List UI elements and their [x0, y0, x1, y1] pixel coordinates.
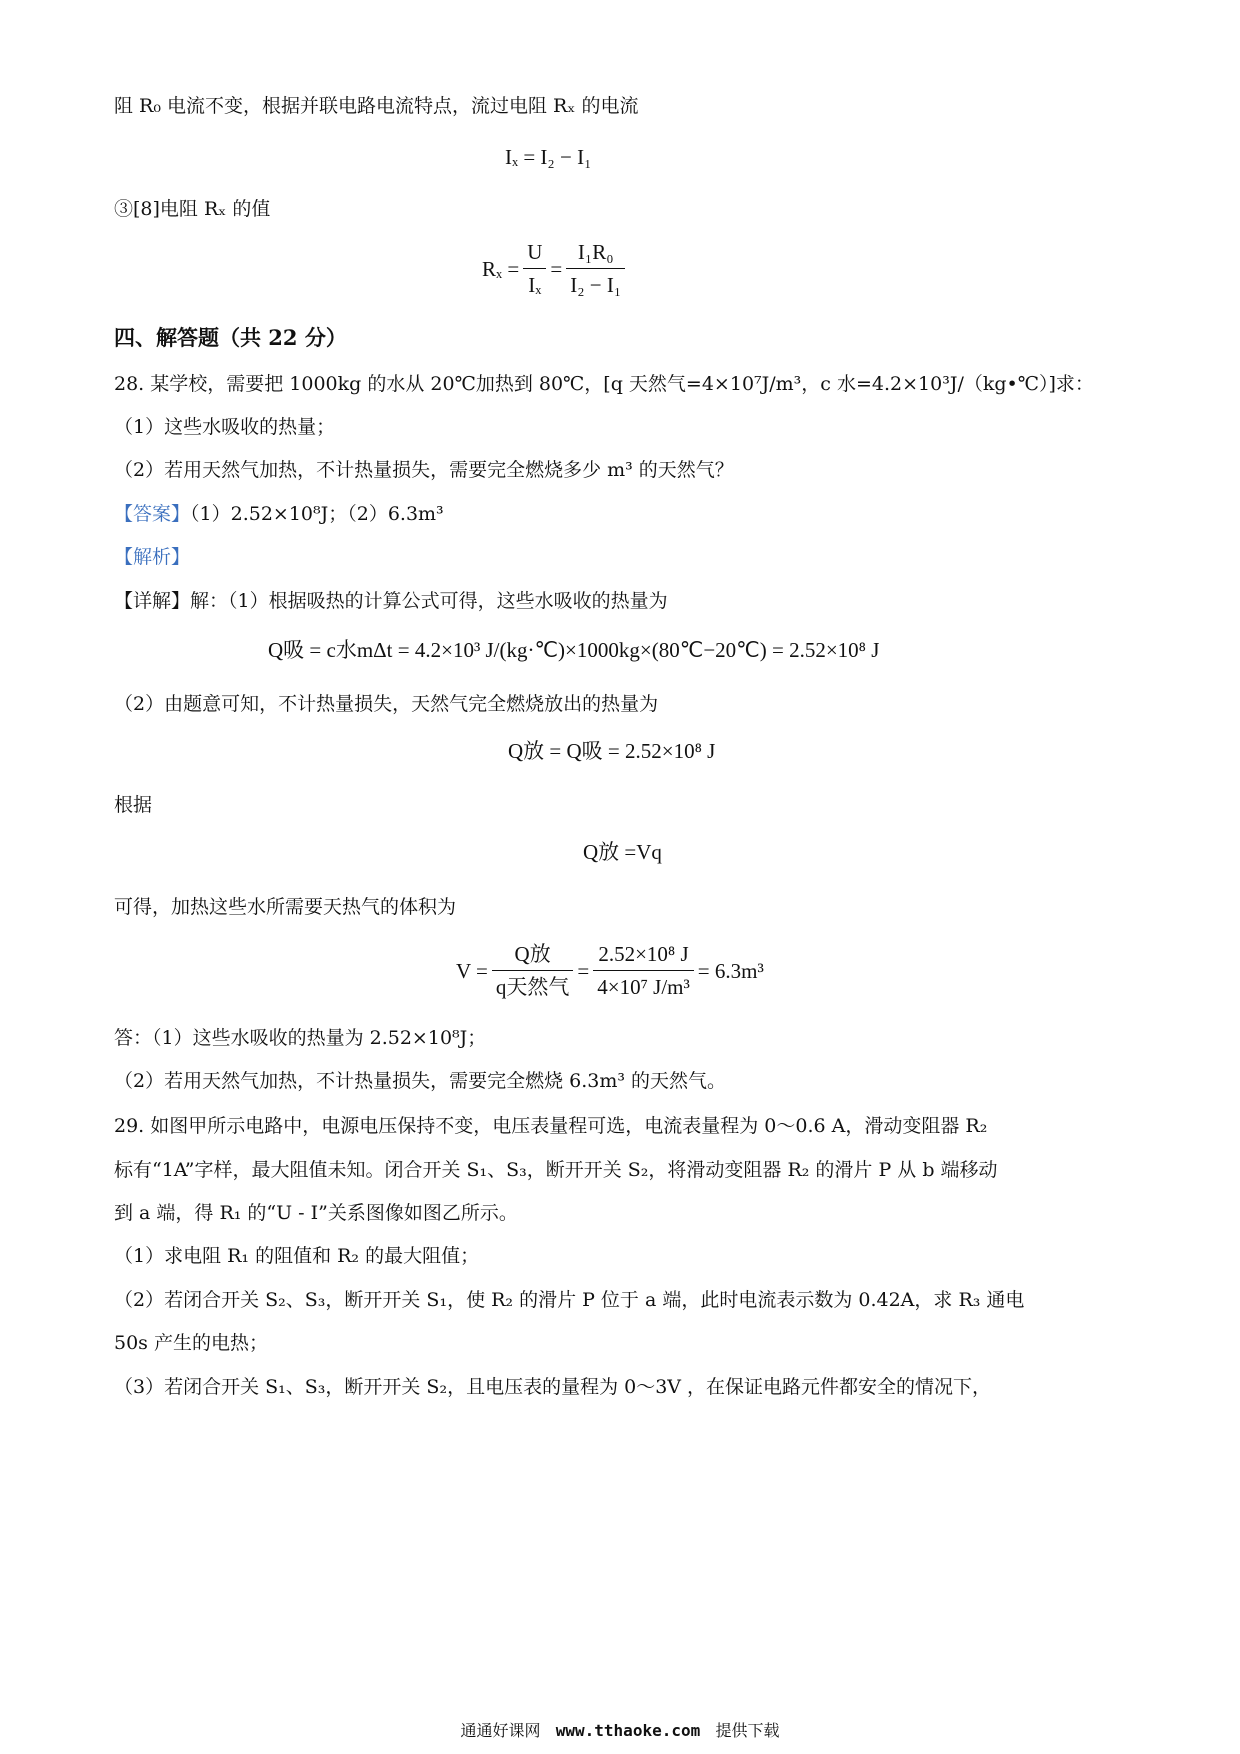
fraction: [492, 940, 574, 1001]
fraction: [523, 238, 546, 299]
fraction-numerator: I₁R₀: [566, 238, 625, 269]
detail-line: 【详解】解：（1）根据吸热的计算公式可得，这些水吸收的热量为: [114, 590, 668, 612]
eq-rhs: = 6.3m³: [697, 958, 764, 983]
eq-equals: =: [577, 958, 590, 983]
fraction-numerator: Q放: [492, 940, 574, 971]
eq-lhs: Rₓ =: [482, 256, 520, 281]
question-29-part-2-cont: 50s 产生的电热；: [114, 1332, 268, 1354]
question-29-line-3: 到 a 端，得 R₁ 的“U - I”关系图像如图乙所示。: [114, 1202, 518, 1224]
question-28-part-2: （2）若用天然气加热，不计热量损失，需要完全燃烧多少 m³ 的天然气？: [114, 459, 734, 481]
text-line: ③[8]电阻 Rₓ 的值: [114, 198, 271, 220]
text-line: 可得，加热这些水所需要天热气的体积为: [114, 896, 457, 918]
analysis-tag: 【解析】: [114, 546, 191, 568]
question-29-part-3: （3）若闭合开关 S₁、S₃，断开开关 S₂，且电压表的量程为 0～3V ，在保证电路元件都安全的情况下，: [114, 1376, 992, 1398]
footer-site-name: 通通好课网: [460, 1721, 541, 1740]
section-heading: 四、解答题（共 22 分）: [114, 325, 347, 350]
fraction-denominator: q天然气: [495, 975, 570, 999]
fraction: [593, 940, 694, 1001]
footer-link[interactable]: www.tthaoke.com: [555, 1721, 701, 1740]
question-29-part-2: （2）若闭合开关 S₂、S₃，断开开关 S₁，使 R₂ 的滑片 P 位于 a 端，此时电流表示数为 0.42A，求 R₃ 通电: [114, 1289, 1025, 1311]
question-28-part-1: （1）这些水吸收的热量；: [114, 416, 336, 438]
eq-equals: =: [550, 256, 563, 281]
equation-q-absorb: Q吸 = c水mΔt = 4.2×10³ J/(kg·℃)×1000kg×(80℃−20℃) = 2.52×10⁸ J: [268, 638, 880, 662]
footer-note: 提供下载: [715, 1721, 780, 1740]
question-28: 28. 某学校，需要把 1000kg 的水从 20℃加热到 80℃，[q 天然气=4×10⁷J/m³，c 水=4.2×10³J/（kg•℃）]求：: [114, 373, 1094, 395]
equation-q-vq: Q放 =Vq: [583, 840, 662, 864]
text-line: 根据: [114, 794, 153, 816]
equation-q-release: Q放 = Q吸 = 2.52×10⁸ J: [508, 739, 716, 763]
fraction-denominator: Iₓ: [528, 273, 542, 297]
equation-rx: [482, 238, 625, 299]
fraction-denominator: I₂ − I₁: [570, 273, 622, 297]
answer-text: （1）2.52×10⁸J；（2）6.3m³: [190, 503, 444, 525]
fraction-denominator: 4×10⁷ J/m³: [597, 975, 690, 999]
equation-volume: [456, 940, 764, 1001]
question-29-line-1: 29. 如图甲所示电路中，电源电压保持不变，电压表量程可选，电流表量程为 0～0.6 A，滑动变阻器 R₂: [114, 1115, 988, 1137]
eq-lhs: V =: [456, 958, 488, 983]
question-29-part-1: （1）求电阻 R₁ 的阻值和 R₂ 的最大阻值；: [114, 1245, 480, 1267]
answer-tag: 【答案】: [114, 503, 191, 525]
fraction-numerator: U: [523, 238, 546, 269]
answer-line: [114, 501, 444, 527]
question-29-line-2: 标有“1A”字样，最大阻值未知。闭合开关 S₁、S₃，断开开关 S₂，将滑动变阻器 R₂ 的滑片 P 从 b 端移动: [114, 1159, 998, 1181]
conclusion-1: 答：（1）这些水吸收的热量为 2.52×10⁸J；: [114, 1027, 487, 1049]
fraction-numerator: 2.52×10⁸ J: [593, 940, 694, 971]
fraction: [566, 238, 625, 299]
conclusion-2: （2）若用天然气加热，不计热量损失，需要完全燃烧 6.3m³ 的天然气。: [114, 1070, 727, 1092]
text-line: 阻 R₀ 电流不变，根据并联电路电流特点，流过电阻 Rₓ 的电流: [114, 95, 639, 117]
text-line: （2）由题意可知，不计热量损失，天然气完全燃烧放出的热量为: [114, 693, 659, 715]
equation-ix: Iₓ = I₂ − I₁: [505, 145, 592, 169]
page-footer: [0, 1720, 1240, 1742]
